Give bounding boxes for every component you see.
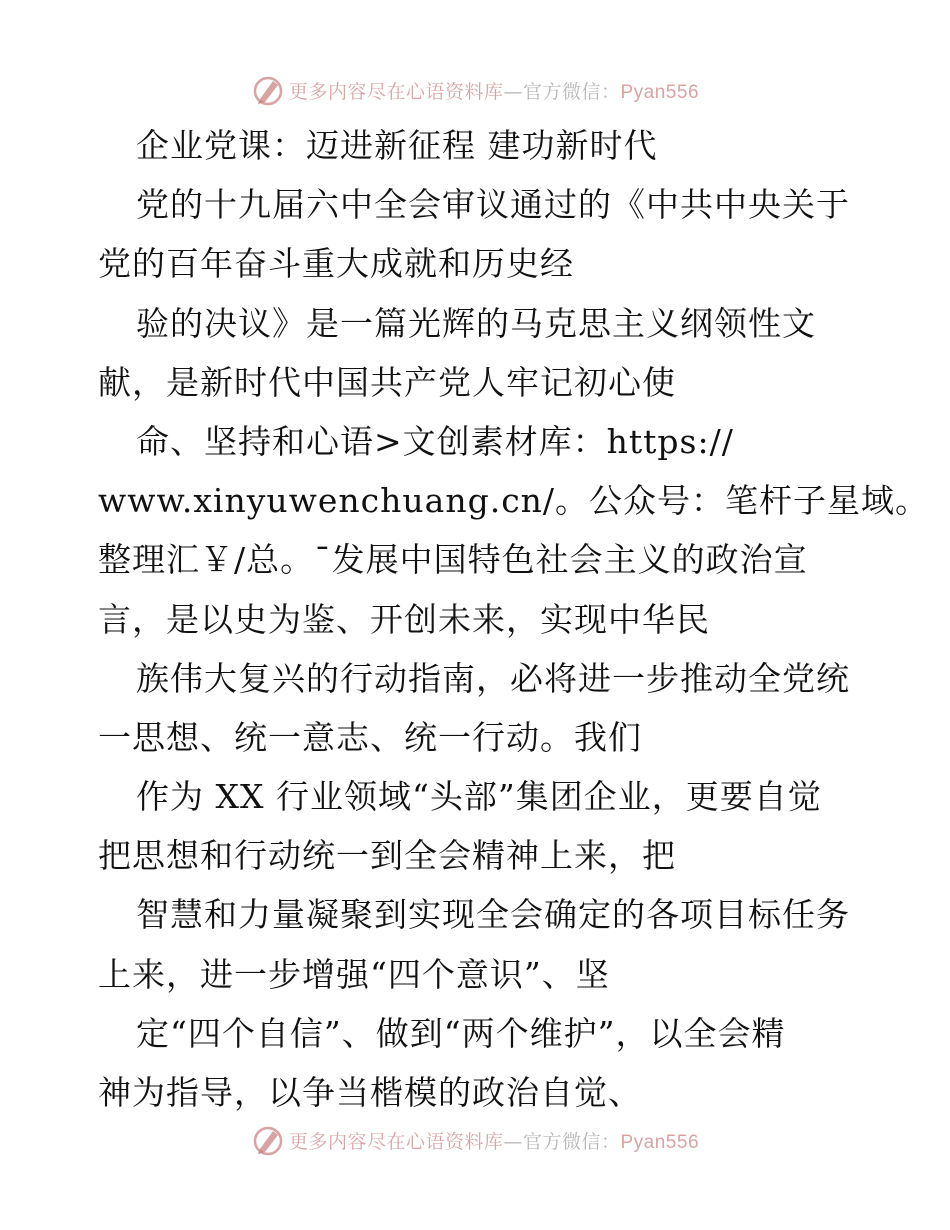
watermark-separator: — [503, 1130, 523, 1153]
text-line: 智慧和力量凝聚到实现全会确定的各项目标任务 [136, 895, 850, 935]
text-line: 企业党课：迈进新征程 建功新时代 [136, 126, 658, 165]
text-line: 把思想和行动统一到全会精神上来，把 [98, 836, 676, 876]
document-body [98, 116, 930, 1122]
text-line: 献，是新时代中国共产党人牢记初心使 [98, 362, 676, 402]
watermark-text [289, 1127, 699, 1154]
text-line: 验的决议》是一篇光辉的马克思主义纲领性文 [136, 303, 816, 343]
text-line: 一思想、统一意志、统一行动。我们 [98, 717, 642, 757]
watermark-text [289, 77, 699, 104]
watermark-separator: — [503, 80, 523, 103]
text-line: www.xinyuwenchuang.cn/。公众号：笔杆子星域。 [98, 481, 930, 521]
header-watermark [0, 70, 950, 110]
watermark-site-text: 更多内容尽在心语资料库 [288, 80, 504, 103]
watermark-wechat-label: 官方微信： [522, 80, 621, 103]
text-line: 言，是以史为鉴、开创未来，实现中华民 [98, 599, 710, 639]
watermark-wechat-account: Pyan556 [620, 81, 700, 103]
pen-nib-logo-icon [251, 1123, 285, 1157]
footer-watermark [0, 1120, 950, 1160]
text-line: 命、坚持和心语>文创素材库：https:// [136, 421, 734, 461]
text-line: 整理汇￥/总。¯发展中国特色社会主义的政治宣 [98, 540, 808, 580]
watermark-site-text: 更多内容尽在心语资料库 [288, 1130, 504, 1153]
watermark-wechat-label: 官方微信： [522, 1130, 621, 1153]
text-line: 党的百年奋斗重大成就和历史经 [98, 244, 574, 284]
text-line: 神为指导，以争当楷模的政治自觉、 [98, 1073, 642, 1112]
text-line: 定“四个自信”、做到“两个维护”，以全会精 [136, 1013, 786, 1053]
text-line: 上来，进一步增强“四个意识”、坚 [98, 954, 610, 994]
watermark-wechat-account: Pyan556 [620, 1131, 700, 1153]
text-line: 族伟大复兴的行动指南，必将进一步推动全党统 [136, 658, 850, 698]
pen-nib-logo-icon [251, 73, 285, 107]
text-line: 作为 XX 行业领域“头部”集团企业，更要自觉 [136, 777, 822, 817]
text-line: 党的十九届六中全会审议通过的《中共中央关于 [136, 185, 850, 225]
